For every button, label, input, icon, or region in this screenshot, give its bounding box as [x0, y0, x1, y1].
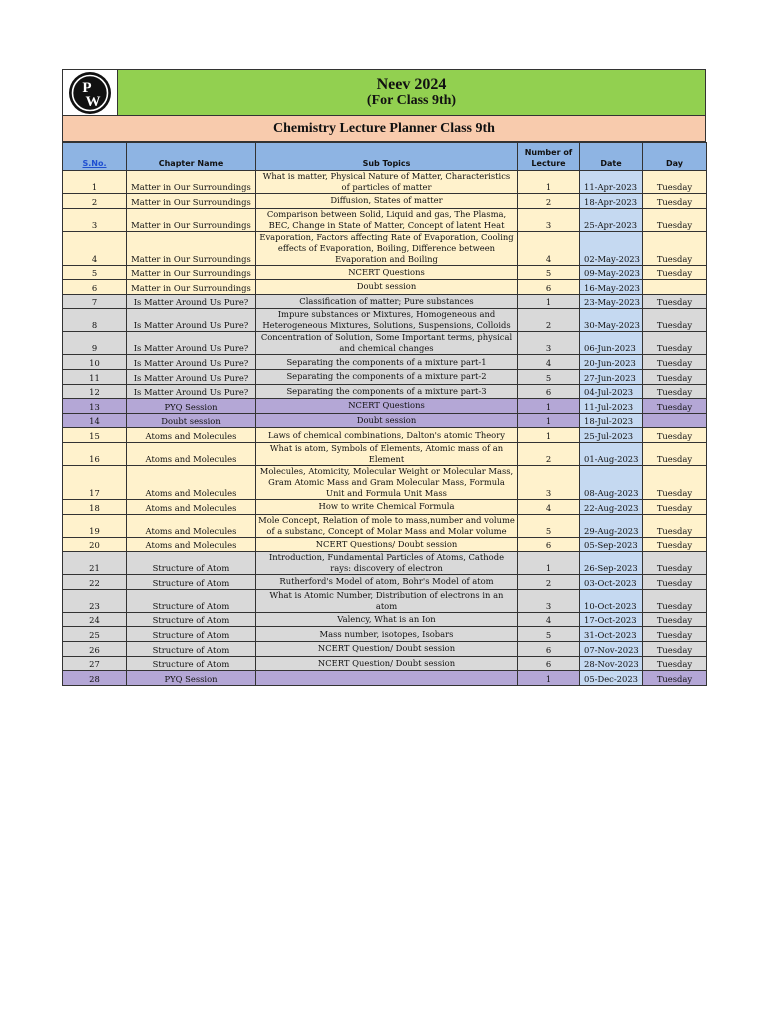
cell-chapter: Is Matter Around Us Pure? — [127, 369, 256, 384]
cell-chapter: Doubt session — [127, 413, 256, 428]
cell-sno: 25 — [63, 627, 127, 642]
table-row — [63, 612, 707, 627]
cell-sno: 8 — [63, 309, 127, 332]
cell-chapter: PYQ Session — [127, 671, 256, 686]
cell-date: 17-Oct-2023 — [580, 612, 643, 627]
cell-date: 18-Jul-2023 — [580, 413, 643, 428]
cell-chapter: Matter in Our Surroundings — [127, 171, 256, 194]
cell-date: 20-Jun-2023 — [580, 355, 643, 370]
cell-day: Tuesday — [643, 656, 707, 671]
logo-letter-w: W — [85, 93, 101, 110]
cell-lecture-count: 1 — [518, 428, 580, 443]
cell-day: Tuesday — [643, 332, 707, 355]
table-row — [63, 552, 707, 575]
cell-subtopic: Classification of matter; Pure substances — [256, 294, 518, 309]
cell-lecture-count: 5 — [518, 627, 580, 642]
cell-date: 26-Sep-2023 — [580, 552, 643, 575]
cell-sno: 18 — [63, 499, 127, 514]
pw-logo-icon — [65, 71, 115, 115]
cell-subtopic: Evaporation, Factors affecting Rate of Evaporation, Cooling effects of Evaporation, Boiling, Difference between Evaporation and Boiling — [256, 231, 518, 265]
logo-letter-p: P — [82, 79, 92, 96]
cell-date: 30-May-2023 — [580, 309, 643, 332]
cell-date: 25-Jul-2023 — [580, 428, 643, 443]
cell-lecture-count: 4 — [518, 499, 580, 514]
cell-sno: 2 — [63, 194, 127, 209]
cell-chapter: Structure of Atom — [127, 589, 256, 612]
cell-lecture-count: 1 — [518, 399, 580, 414]
cell-day: Tuesday — [643, 537, 707, 552]
cell-date: 02-May-2023 — [580, 231, 643, 265]
cell-date: 03-Oct-2023 — [580, 575, 643, 590]
cell-date: 07-Nov-2023 — [580, 641, 643, 656]
cell-chapter: Matter in Our Surroundings — [127, 231, 256, 265]
cell-chapter: Matter in Our Surroundings — [127, 265, 256, 280]
cell-lecture-count: 2 — [518, 575, 580, 590]
planner-sheet — [62, 69, 706, 686]
cell-lecture-count: 4 — [518, 231, 580, 265]
header-day: Day — [643, 143, 707, 171]
cell-lecture-count: 6 — [518, 656, 580, 671]
cell-day: Tuesday — [643, 671, 707, 686]
table-row — [63, 465, 707, 499]
title-block — [118, 70, 705, 115]
cell-date: 01-Aug-2023 — [580, 442, 643, 465]
cell-day: Tuesday — [643, 309, 707, 332]
cell-day: Tuesday — [643, 465, 707, 499]
header-subtopics: Sub Topics — [256, 143, 518, 171]
table-header-row — [63, 143, 707, 171]
cell-date: 05-Sep-2023 — [580, 537, 643, 552]
cell-day: Tuesday — [643, 627, 707, 642]
cell-chapter: Is Matter Around Us Pure? — [127, 332, 256, 355]
cell-sno: 19 — [63, 514, 127, 537]
cell-lecture-count: 5 — [518, 369, 580, 384]
cell-subtopic: Separating the components of a mixture part-1 — [256, 355, 518, 370]
table-row — [63, 514, 707, 537]
cell-date: 31-Oct-2023 — [580, 627, 643, 642]
cell-subtopic: Doubt session — [256, 280, 518, 295]
cell-sno: 24 — [63, 612, 127, 627]
cell-date: 09-May-2023 — [580, 265, 643, 280]
table-row — [63, 171, 707, 194]
table-row — [63, 499, 707, 514]
cell-sno: 16 — [63, 442, 127, 465]
cell-day: Tuesday — [643, 641, 707, 656]
cell-sno: 28 — [63, 671, 127, 686]
cell-day: Tuesday — [643, 428, 707, 443]
cell-lecture-count: 2 — [518, 309, 580, 332]
cell-chapter: Is Matter Around Us Pure? — [127, 309, 256, 332]
cell-sno: 5 — [63, 265, 127, 280]
cell-day: Tuesday — [643, 265, 707, 280]
cell-lecture-count: 3 — [518, 465, 580, 499]
cell-day: Tuesday — [643, 399, 707, 414]
cell-day: Tuesday — [643, 355, 707, 370]
pw-logo — [63, 70, 118, 115]
cell-lecture-count: 6 — [518, 384, 580, 399]
cell-lecture-count: 5 — [518, 265, 580, 280]
cell-chapter: Atoms and Molecules — [127, 465, 256, 499]
table-row — [63, 671, 707, 686]
header-lectures: Number of Lecture — [518, 143, 580, 171]
cell-day — [643, 413, 707, 428]
cell-lecture-count: 1 — [518, 413, 580, 428]
cell-chapter: Is Matter Around Us Pure? — [127, 384, 256, 399]
planner-title: Chemistry Lecture Planner Class 9th — [62, 116, 706, 142]
cell-chapter: Matter in Our Surroundings — [127, 194, 256, 209]
cell-subtopic: What is matter, Physical Nature of Matter, Characteristics of particles of matter — [256, 171, 518, 194]
table-row — [63, 309, 707, 332]
cell-chapter: Is Matter Around Us Pure? — [127, 355, 256, 370]
cell-date: 29-Aug-2023 — [580, 514, 643, 537]
cell-date: 11-Jul-2023 — [580, 399, 643, 414]
cell-subtopic: Molecules, Atomicity, Molecular Weight or Molecular Mass, Gram Atomic Mass and Gram Molecular Mass, Formula Unit and Formula Unit Mass — [256, 465, 518, 499]
cell-lecture-count: 1 — [518, 552, 580, 575]
table-row — [63, 627, 707, 642]
cell-sno: 6 — [63, 280, 127, 295]
cell-day: Tuesday — [643, 552, 707, 575]
cell-subtopic: Comparison between Solid, Liquid and gas, The Plasma, BEC, Change in State of Matter, Concept of latent Heat — [256, 208, 518, 231]
cell-date: 28-Nov-2023 — [580, 656, 643, 671]
title-row — [62, 69, 706, 116]
cell-lecture-count: 3 — [518, 208, 580, 231]
cell-sno: 15 — [63, 428, 127, 443]
cell-lecture-count: 5 — [518, 514, 580, 537]
cell-subtopic: Mass number, isotopes, Isobars — [256, 627, 518, 642]
cell-subtopic: Valency, What is an Ion — [256, 612, 518, 627]
page-subtitle: (For Class 9th) — [366, 92, 457, 108]
cell-subtopic: NCERT Questions/ Doubt session — [256, 537, 518, 552]
cell-sno: 27 — [63, 656, 127, 671]
table-row — [63, 208, 707, 231]
cell-sno: 1 — [63, 171, 127, 194]
cell-sno: 10 — [63, 355, 127, 370]
cell-day: Tuesday — [643, 294, 707, 309]
cell-subtopic: NCERT Question/ Doubt session — [256, 656, 518, 671]
cell-sno: 21 — [63, 552, 127, 575]
cell-subtopic: Impure substances or Mixtures, Homogeneous and Heterogeneous Mixtures, Solutions, Suspensions, Colloids — [256, 309, 518, 332]
cell-lecture-count: 1 — [518, 671, 580, 686]
table-body — [63, 171, 707, 686]
table-row — [63, 265, 707, 280]
cell-subtopic: NCERT Questions — [256, 399, 518, 414]
cell-lecture-count: 3 — [518, 332, 580, 355]
cell-lecture-count: 6 — [518, 280, 580, 295]
cell-sno: 3 — [63, 208, 127, 231]
table-row — [63, 413, 707, 428]
cell-subtopic: What is Atomic Number, Distribution of electrons in an atom — [256, 589, 518, 612]
cell-subtopic: NCERT Question/ Doubt session — [256, 641, 518, 656]
cell-date: 25-Apr-2023 — [580, 208, 643, 231]
cell-date: 16-May-2023 — [580, 280, 643, 295]
cell-subtopic: Separating the components of a mixture part-3 — [256, 384, 518, 399]
cell-sno: 22 — [63, 575, 127, 590]
cell-date: 06-Jun-2023 — [580, 332, 643, 355]
cell-chapter: Atoms and Molecules — [127, 442, 256, 465]
cell-sno: 13 — [63, 399, 127, 414]
cell-chapter: Structure of Atom — [127, 575, 256, 590]
cell-sno: 9 — [63, 332, 127, 355]
table-row — [63, 537, 707, 552]
cell-sno: 14 — [63, 413, 127, 428]
cell-subtopic: Rutherford's Model of atom, Bohr's Model of atom — [256, 575, 518, 590]
cell-sno: 17 — [63, 465, 127, 499]
cell-chapter: Atoms and Molecules — [127, 499, 256, 514]
cell-sno: 23 — [63, 589, 127, 612]
cell-lecture-count: 1 — [518, 294, 580, 309]
table-row — [63, 442, 707, 465]
cell-sno: 7 — [63, 294, 127, 309]
cell-chapter: Is Matter Around Us Pure? — [127, 294, 256, 309]
table-row — [63, 355, 707, 370]
cell-chapter: Structure of Atom — [127, 641, 256, 656]
header-chapter: Chapter Name — [127, 143, 256, 171]
cell-chapter: Matter in Our Surroundings — [127, 208, 256, 231]
lecture-table — [62, 142, 707, 686]
cell-lecture-count: 3 — [518, 589, 580, 612]
cell-subtopic: Separating the components of a mixture part-2 — [256, 369, 518, 384]
cell-subtopic: What is atom, Symbols of Elements, Atomic mass of an Element — [256, 442, 518, 465]
cell-date: 18-Apr-2023 — [580, 194, 643, 209]
cell-subtopic: Mole Concept, Relation of mole to mass,number and volume of a substanc, Concept of Molar Mass and Molar volume — [256, 514, 518, 537]
table-row — [63, 194, 707, 209]
cell-day: Tuesday — [643, 369, 707, 384]
table-row — [63, 428, 707, 443]
cell-chapter: Structure of Atom — [127, 627, 256, 642]
cell-date: 10-Oct-2023 — [580, 589, 643, 612]
table-row — [63, 332, 707, 355]
cell-subtopic: Diffusion, States of matter — [256, 194, 518, 209]
cell-day: Tuesday — [643, 575, 707, 590]
cell-lecture-count: 1 — [518, 171, 580, 194]
cell-subtopic: Laws of chemical combinations, Dalton's atomic Theory — [256, 428, 518, 443]
table-row — [63, 589, 707, 612]
cell-date: 23-May-2023 — [580, 294, 643, 309]
cell-chapter: Structure of Atom — [127, 612, 256, 627]
cell-subtopic — [256, 671, 518, 686]
cell-lecture-count: 2 — [518, 442, 580, 465]
cell-chapter: Structure of Atom — [127, 656, 256, 671]
cell-sno: 20 — [63, 537, 127, 552]
cell-day: Tuesday — [643, 442, 707, 465]
cell-day — [643, 280, 707, 295]
table-row — [63, 399, 707, 414]
cell-day: Tuesday — [643, 171, 707, 194]
cell-subtopic: NCERT Questions — [256, 265, 518, 280]
cell-chapter: PYQ Session — [127, 399, 256, 414]
cell-day: Tuesday — [643, 194, 707, 209]
cell-day: Tuesday — [643, 231, 707, 265]
cell-chapter: Structure of Atom — [127, 552, 256, 575]
cell-day: Tuesday — [643, 589, 707, 612]
cell-date: 08-Aug-2023 — [580, 465, 643, 499]
cell-date: 04-Jul-2023 — [580, 384, 643, 399]
table-row — [63, 294, 707, 309]
cell-subtopic: How to write Chemical Formula — [256, 499, 518, 514]
page-title: Neev 2024 — [376, 75, 447, 93]
cell-date: 22-Aug-2023 — [580, 499, 643, 514]
cell-sno: 12 — [63, 384, 127, 399]
table-row — [63, 369, 707, 384]
table-row — [63, 280, 707, 295]
cell-lecture-count: 4 — [518, 612, 580, 627]
cell-day: Tuesday — [643, 499, 707, 514]
header-date: Date — [580, 143, 643, 171]
cell-chapter: Matter in Our Surroundings — [127, 280, 256, 295]
header-sno[interactable]: S.No. — [63, 143, 127, 171]
cell-chapter: Atoms and Molecules — [127, 428, 256, 443]
cell-chapter: Atoms and Molecules — [127, 537, 256, 552]
cell-date: 05-Dec-2023 — [580, 671, 643, 686]
cell-lecture-count: 6 — [518, 537, 580, 552]
cell-lecture-count: 4 — [518, 355, 580, 370]
cell-date: 11-Apr-2023 — [580, 171, 643, 194]
cell-sno: 11 — [63, 369, 127, 384]
cell-subtopic: Concentration of Solution, Some Important terms, physical and chemical changes — [256, 332, 518, 355]
cell-subtopic: Doubt session — [256, 413, 518, 428]
table-row — [63, 656, 707, 671]
cell-sno: 4 — [63, 231, 127, 265]
cell-lecture-count: 2 — [518, 194, 580, 209]
table-row — [63, 384, 707, 399]
cell-subtopic: Introduction, Fundamental Particles of Atoms, Cathode rays: discovery of electron — [256, 552, 518, 575]
cell-day: Tuesday — [643, 612, 707, 627]
cell-lecture-count: 6 — [518, 641, 580, 656]
table-row — [63, 575, 707, 590]
cell-chapter: Atoms and Molecules — [127, 514, 256, 537]
table-row — [63, 231, 707, 265]
cell-date: 27-Jun-2023 — [580, 369, 643, 384]
cell-day: Tuesday — [643, 514, 707, 537]
cell-sno: 26 — [63, 641, 127, 656]
cell-day: Tuesday — [643, 208, 707, 231]
table-row — [63, 641, 707, 656]
cell-day: Tuesday — [643, 384, 707, 399]
